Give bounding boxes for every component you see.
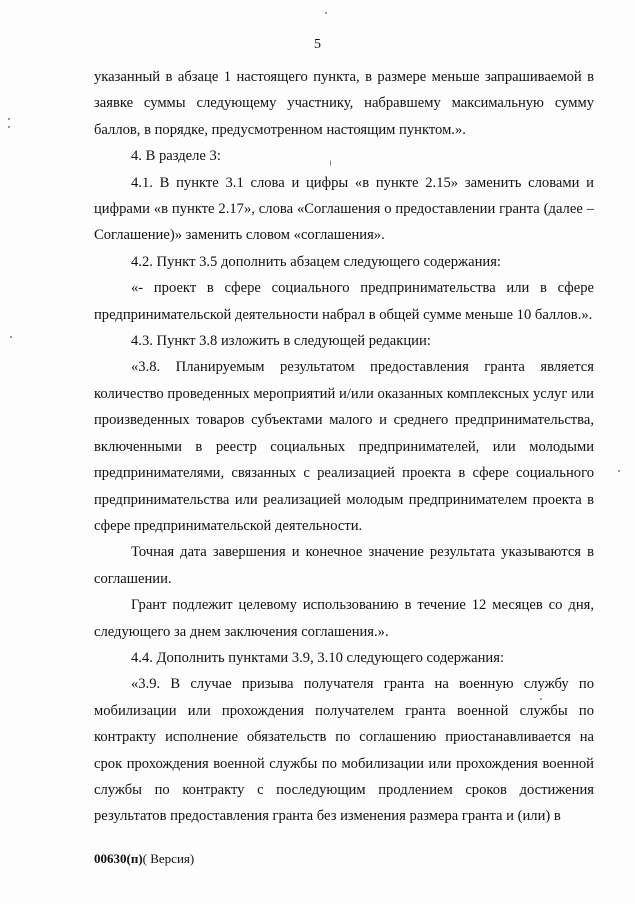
scan-speck (330, 160, 331, 166)
paragraph-11: «3.9. В случае призыва получателя гранта на военную службу по мобилизации или прохождения получателем гранта военной службы по контракту исполнение обязательств по соглашению приостанавливается на срок прохождения военной службы по мобилизации или прохождения военной службы по контракту с последующим продлением сроков достижения результатов предоставления гранта без изменения размера гранта и (или) в (94, 676, 594, 825)
scan-speck (10, 336, 12, 338)
paragraph-7: «3.8. Планируемым результатом предоставления гранта является количество проведенных мероприятий и/или оказанных комплексных услуг или произведенных товаров субъектами малого и среднего предпринимательства, включенными в реестр социальных предпринимателей, или молодыми предпринимателями, связанных с реализацией проекта в сфере социального предпринимательства или реализацией молодым предпринимателем проекта в сфере предпринимательской деятельности. (94, 359, 594, 534)
paragraph-1: указанный в абзаце 1 настоящего пункта, в размере меньше запрашиваемой в заявке суммы следующему участнику, набравшему максимальную сумму баллов, в порядке, предусмотренном настоящим пунктом.». (94, 69, 594, 138)
paragraph-5: «- проект в сфере социального предпринимательства или в сфере предпринимательской деятельности набрал в общей сумме меньше 10 баллов.». (94, 280, 594, 323)
scan-speck (540, 698, 542, 700)
paragraph-9: Грант подлежит целевому использованию в течение 12 месяцев со дня, следующего за днем заключения соглашения.». (94, 597, 594, 640)
footer-version: ( Версия) (142, 851, 195, 866)
paragraph-6: 4.3. Пункт 3.8 изложить в следующей редакции: (131, 333, 431, 350)
paragraph-10: 4.4. Дополнить пунктами 3.9, 3.10 следующего содержания: (131, 649, 505, 666)
paragraph-2: 4. В разделе 3: (131, 148, 221, 165)
scan-speck (325, 12, 327, 14)
paragraph-4: 4.2. Пункт 3.5 дополнить абзацем следующего содержания: (131, 253, 501, 270)
paragraph-3: 4.1. В пункте 3.1 слова и цифры «в пункте 2.15» заменить словами и цифрами «в пункте 2.17», слова «Соглашения о предоставлении гранта (далее – Соглашение)» заменить словом «соглашения». (94, 174, 594, 244)
scan-speck (618, 470, 620, 472)
scan-speck (8, 118, 10, 120)
document-body (94, 64, 594, 830)
document-footer-code (94, 851, 194, 867)
page-number: 5 (314, 37, 321, 52)
scan-speck (8, 126, 10, 128)
paragraph-8: Точная дата завершения и конечное значение результата указываются в соглашении. (94, 544, 594, 587)
footer-code-number: 00630(п) (94, 851, 143, 866)
